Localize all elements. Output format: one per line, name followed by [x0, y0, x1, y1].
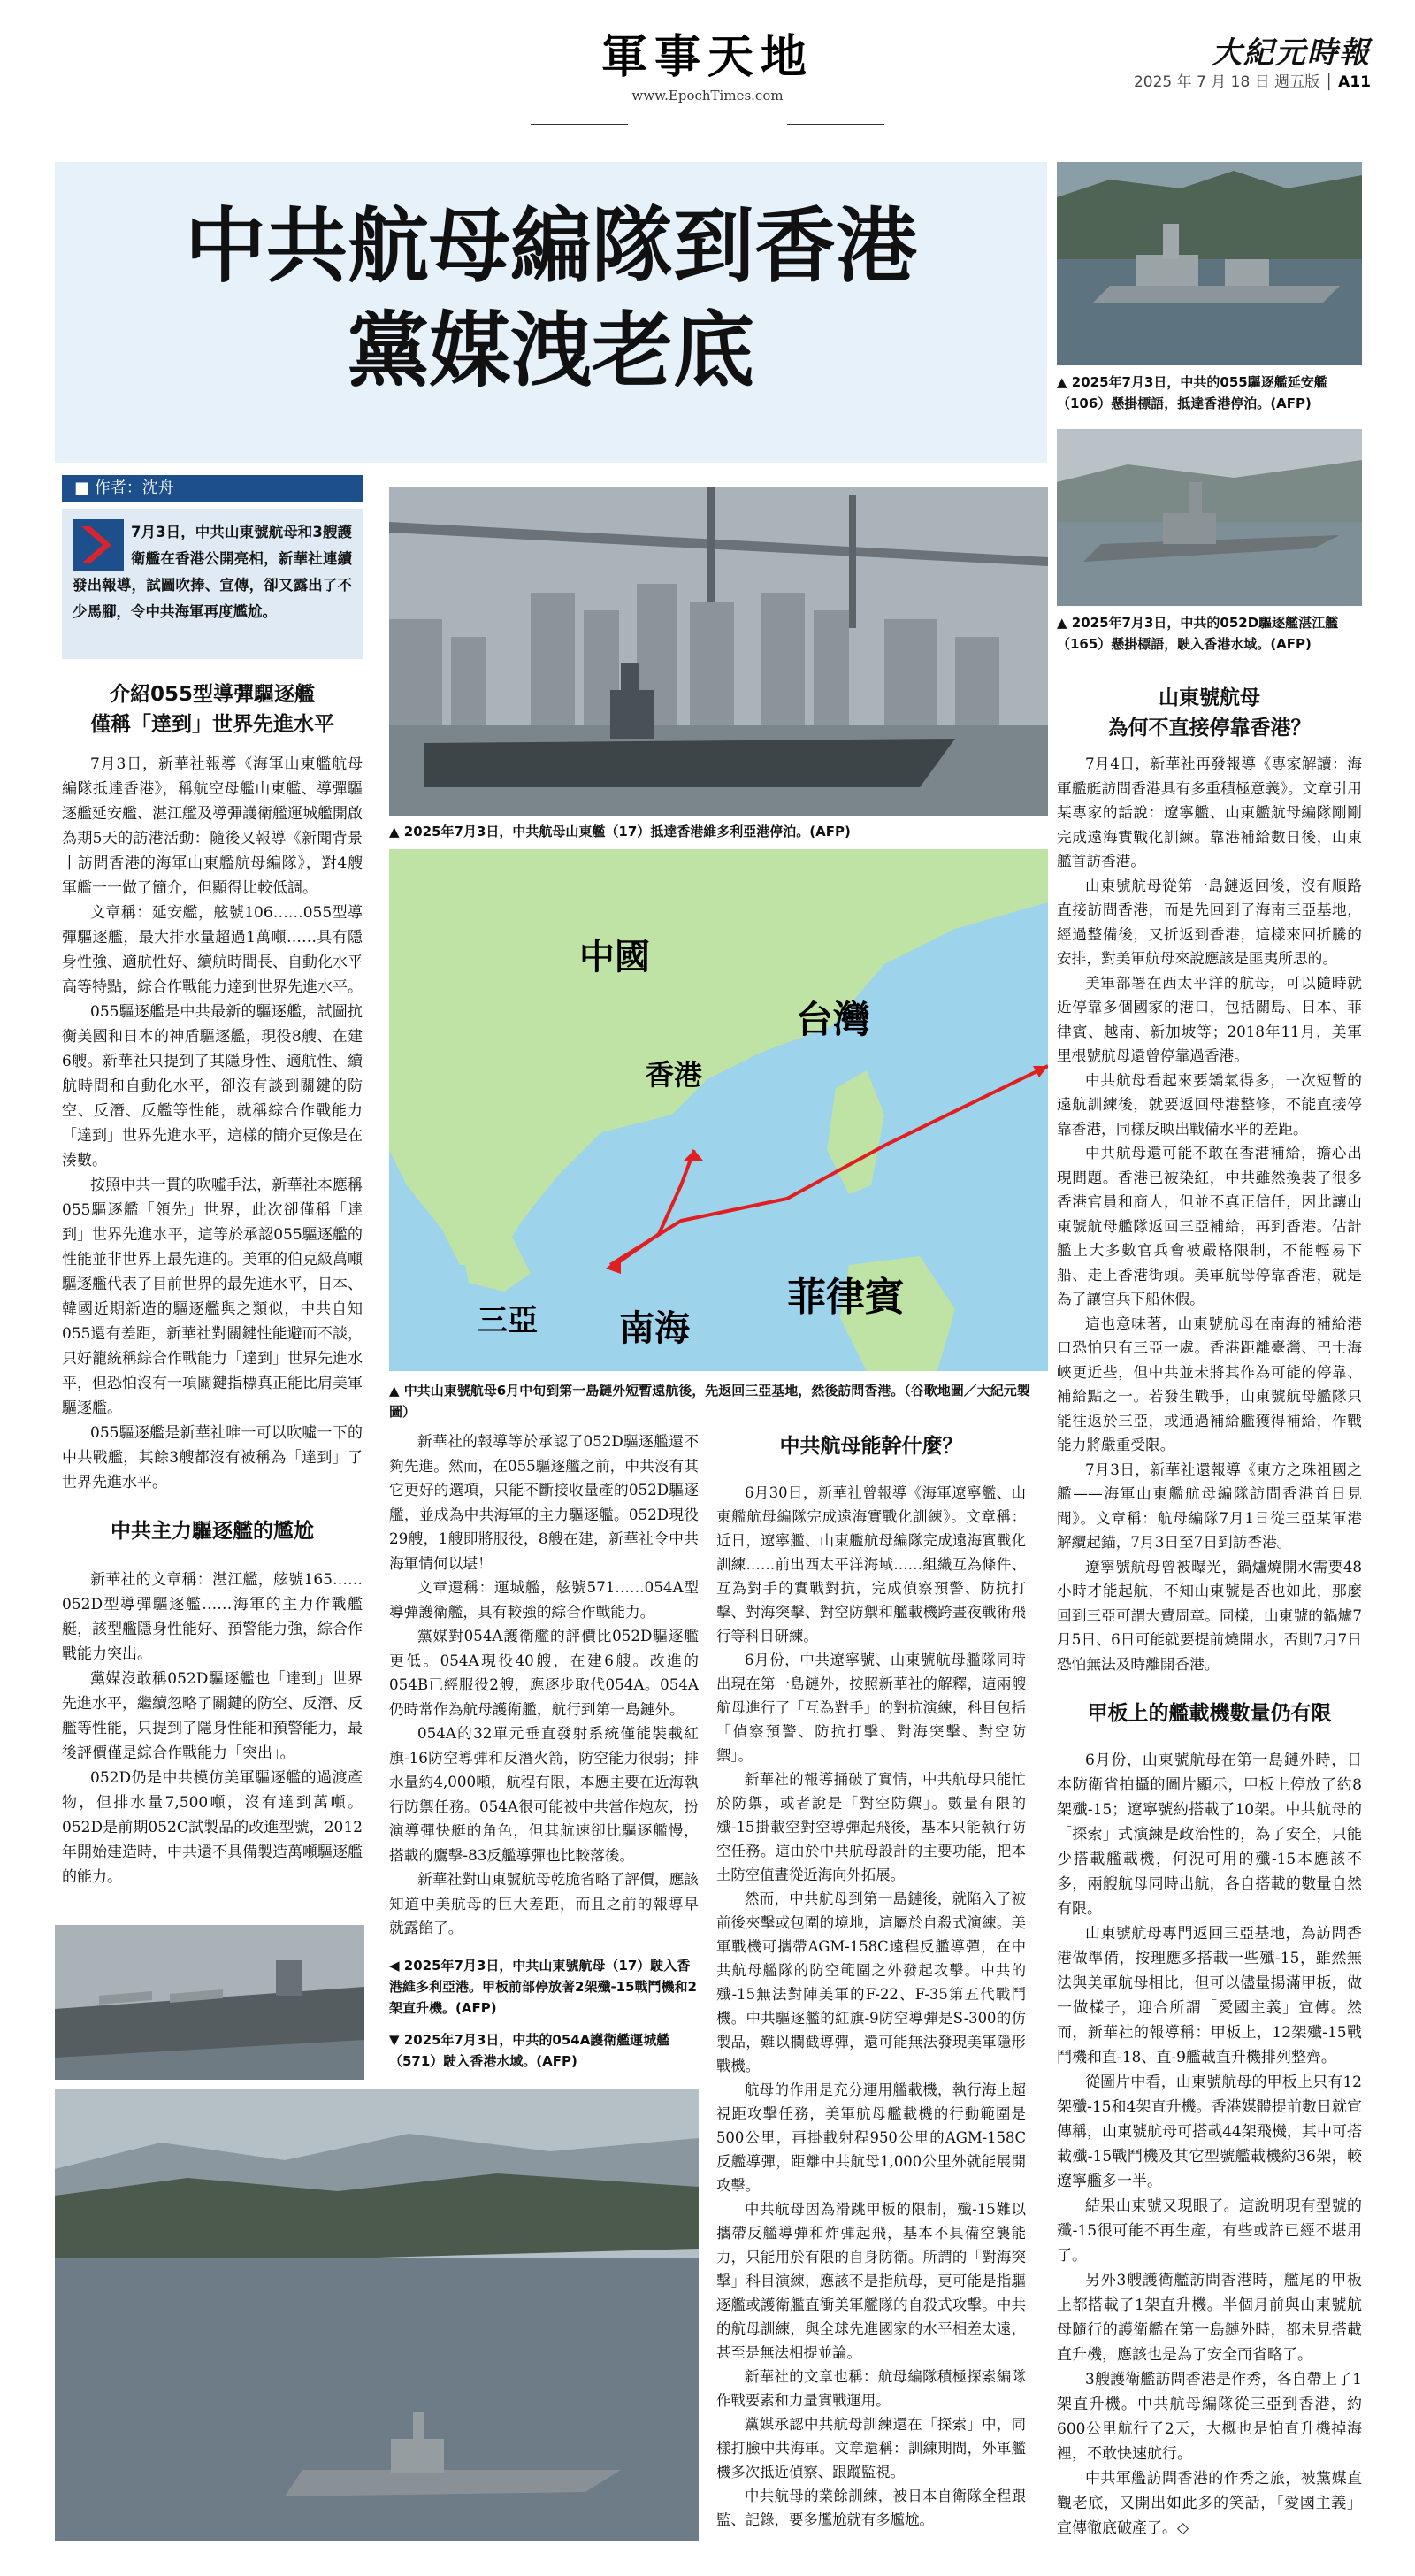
section-title: 軍事天地: [600, 31, 814, 84]
subhead-line: 山東號航母: [1159, 686, 1260, 709]
paragraph: 山東號航母從第一島鏈返回後，沒有順路直接訪問香港，而是先回到了海南三亞基地，經過整備後，又折返到香港，這樣來回折騰的安排，對美軍航母來說應該是匪夷所思的。: [1057, 876, 1362, 967]
paragraph: 另外3艘護衛艦訪問香港時，艦尾的甲板上都搭載了1架直升機。半個月前與山東號航母隨行的護衛艦在第一島鏈外時，都未見搭載直升機，應該也是為了安全而省略了。: [1057, 2272, 1362, 2364]
column-1-text-b: [62, 1568, 363, 1890]
section-header: [584, 19, 831, 104]
subhead-line: 為何不直接停靠香港？: [1107, 717, 1312, 740]
byline: ■ 作者：沈舟: [62, 475, 363, 502]
paragraph: 遼寧號航母曾被曝光，鍋爐燒開水需要48小時才能起航，不知山東號是否也如此，那麼回到三亞可謂大費周章。同樣，山東號的鍋爐7月5日、6日可能就要提前燒開水，否則7月7日恐怕無法及時離開香港。: [1057, 1557, 1362, 1673]
paragraph: 中共軍艦訪問香港的作秀之旅，被黨媒直觀老底，又開出如此多的笑話，「愛國主義」宣傳徹底破產了。◇: [1057, 2470, 1362, 2537]
paragraph: 黨媒對054A護衛艦的評價比052D驅逐艦更低。054A現役40艘，在建6艘。改進的054B已經服役2艘，應逐步取代054A。054A仍時常作為航母護衛艦，航行到第一島鏈外。: [389, 1627, 699, 1718]
paragraph: 7月3日，新華社報導《海軍山東艦航母編隊抵達香港》，稱航空母艦山東艦、導彈驅逐艦延安艦、湛江艦及導彈護衛艦運城艦開啟為期5天的訪港活動：隨後又報導《新聞背景丨訪問香港的海軍山東艦航母編隊》，對4艘軍艦一一做了簡介，但顯得比較低調。: [62, 755, 363, 897]
paragraph: 新華社的報導捅破了實情，中共航母只能忙於防禦，或者說是「對空防禦」。數量有限的殲-15掛載空對空導彈起飛後，基本只能執行防空任務。這由於中共航母設計的主要功能，把本土防空值晝從近海向外拓展。: [716, 1771, 1026, 1883]
paragraph: 然而，中共航母到第一島鏈後，就陷入了被前後夾擊或包圍的境地，這屬於自殺式演練。美軍戰機可攜帶AGM-158C遠程反艦導彈，在中共航母艦隊的防空範圍之外發起攻擊。中共的殲-15無法對陣美軍的F-22、F-35第五代戰鬥機。中共驅逐艦的紅旗-9防空導彈是S-300的仿製品，難以攔截導彈，還可能無法發現美軍隱形戰機。: [716, 1890, 1026, 2074]
map-label-south-china-sea: 南海: [619, 1308, 690, 1349]
site-url[interactable]: www.EpochTimes.com: [631, 88, 784, 104]
paragraph: 新華社的文章也稱：航母編隊積極探索編隊作戰要素和力量實戰運用。: [716, 2368, 1026, 2409]
paragraph: 美軍部署在西太平洋的航母，可以隨時就近停靠多個國家的港口，包括關島、日本、菲律賓、越南、新加坡等；2018年11月，美軍里根號航母還曾停靠過香港。: [1057, 973, 1362, 1064]
paragraph: 055驅逐艦是新華社唯一可以吹噓一下的中共戰艦，其餘3艘都沒有被稱為「達到」了世界先進水平。: [62, 1424, 363, 1491]
paragraph: 054A的32單元垂直發射系統僅能裝載紅旗-16防空導彈和反潛火箭，防空能力很弱；排水量約4,000噸，航程有限，本應主要在近海執行防禦任務。054A很可能被中共當作炮灰，扮演導彈快艇的角色，但其航速卻比驅逐艦慢，搭載的鷹擊-83反艦導彈也比較落後。: [389, 1724, 699, 1864]
paragraph: 052D仍是中共模仿美軍驅逐艦的過渡產物，但排水量7,500噸，沒有達到萬噸。052D是前期052C試製品的改進型號，2012年開始建造時，中共還不具備製造萬噸驅逐艦的能力。: [62, 1769, 363, 1886]
column-3-text: [716, 1481, 1026, 2532]
paragraph: 結果山東號又現眼了。這說明現有型號的殲-15很可能不再生產，有些或許已經不堪用了。: [1057, 2197, 1362, 2265]
paragraph: 6月份，中共遼寧號、山東號航母艦隊同時出現在第一島鏈外，按照新華社的解釋，這兩艘航母進行了「互為對手」的對抗演練，科目包括「偵察預警、防抗打擊、對海突擊、對空防禦」。: [716, 1652, 1026, 1764]
map-label-taiwan: 台灣: [796, 998, 871, 1041]
paragraph: 新華社的報導等於承認了052D驅逐艦還不夠先進。然而，在055驅逐艦之前，中共沒有其它更好的選項，只能不斷接收量產的052D驅逐艦，並成為中共海軍的主力驅逐艦。052D現役29艘，1艘即將服役，8艘在建，新華社令中共海軍情何以堪！: [389, 1432, 699, 1572]
subhead-aircraft: 甲板上的艦載機數量仍有限: [1087, 1702, 1332, 1725]
lead-arrow-icon: [73, 519, 124, 571]
map-label-sanya: 三亞: [478, 1303, 538, 1338]
map-label-hongkong: 香港: [646, 1058, 703, 1092]
caption-052d: ▲ 2025年7月3日，中共的052D驅逐艦湛江艦（165）懸掛標語，駛入香港水域。(AFP): [1057, 615, 1339, 652]
paragraph: 中共航母看起來要矯氣得多，一次短暫的遠航訓練後，就要返回母港整修，不能直接停靠香港，同樣反映出戰備水平的差距。: [1057, 1070, 1362, 1138]
paragraph: 新華社對山東號航母乾脆省略了評價，應該知道中美航母的巨大差距，而且之前的報導早就露餡了。: [389, 1870, 699, 1936]
destroyer-055-photo: [1057, 162, 1362, 365]
issue-date: 2025 年 7 月 18 日 週五版: [1133, 73, 1320, 91]
column-2-text: [389, 1430, 699, 1941]
paragraph: 航母的作用是充分運用艦載機，執行海上超視距攻擊任務，美軍航母艦載機的行動範圍是500公里，再掛載射程950公里的AGM-158C反艦導彈，距離中共航母1,000公里外就能展開攻擊。: [716, 2082, 1026, 2194]
paper-name: 大紀元時報: [1212, 35, 1371, 71]
paragraph: 7月4日，新華社再發報導《專家解讀：海軍艦艇訪問香港具有多重積極意義》。文章引用某專家的話說：遼寧艦、山東艦航母編隊剛剛完成遠海實戰化訓練。靠港補給數日後，山東艦首訪香港。: [1057, 755, 1362, 870]
paragraph: 6月30日，新華社曾報導《海軍遼寧艦、山東艦航母編隊完成遠海實戰化訓練》。文章稱：近日，遼寧艦、山東艦航母編隊完成遠海實戰化訓練……前出西太平洋海域……組織互為條件、互為對手的實戰對抗，完成偵察預警、防抗打擊、對海突擊、對空防禦和艦載機跨晝夜戰術飛行等科目研練。: [716, 1484, 1026, 1644]
subhead-carrier-role: 中共航母能幹什麼？: [779, 1435, 963, 1458]
map-label-china: 中國: [579, 937, 650, 978]
paragraph: 黨媒承認中共航母訓練還在「探索」中，同樣打臉中共海軍。文章還稱：訓練期間，外軍艦機多次抵近偵察、跟蹤監視。: [716, 2416, 1026, 2480]
caption-port: ▲ 2025年7月3日，中共航母山東艦（17）抵達香港維多利亞港停泊。(AFP): [389, 824, 851, 840]
divider: [787, 124, 884, 125]
page-number: A11: [1338, 73, 1371, 91]
headline-line-1: 中共航母編隊到香港: [184, 199, 917, 294]
paragraph: 文章稱：延安艦，舷號106……055型導彈驅逐艦，最大排水量超過1萬噸……具有隱身性強、適航性好、續航時間長、自動化水平高等特點，綜合作戰能力達到世界先進水平。: [62, 904, 363, 996]
column-4-text: [1057, 752, 1362, 1676]
paragraph: 中共航母因為滑跳甲板的限制，殲-15難以攜帶反艦導彈和炸彈起飛，基本不具備空襲能力，只能用於有限的自身防衛。所謂的「對海突擊」科目演練，應該不是指航母，更可能是指驅逐艦或護衛艦直衝美軍艦隊的自殺式攻擊。中共的航母訓練，與全球先進國家的水平相差太遠，甚至是無法相提並論。: [716, 2201, 1026, 2361]
paragraph: 7月3日，新華社還報導《東方之珠祖國之艦——海軍山東艦航母編隊訪問香港首日見聞》。文章稱：航母編隊7月1日從三亞某軍港解纜起錨，7月3日至7日到訪香港。: [1057, 1460, 1362, 1551]
paragraph: 這也意味著，山東號航母在南海的補給港口恐怕只有三亞一處。香港距離臺灣、巴士海峽更近些，但中共並未將其作為可能的停靠、補給點之一。若發生戰爭，山東號航母艦隊只能往返於三亞，或通過補給艦獲得補給，作戰能力將嚴重受限。: [1057, 1314, 1362, 1453]
subhead-055: [62, 679, 363, 740]
frigate-photo: [55, 2089, 699, 2541]
paragraph: 按照中共一貫的吹噓手法，新華社本應稱055驅逐艦「領先」世界，此次卻僅稱「達到」世界先進水平，這等於承認055驅逐艦的性能並非世界上最先進的。美軍的伯克級萬噸驅逐艦代表了目前世界的最先進水平，日本、韓國近期新造的驅逐艦與之類似，中共自知055還有差距，新華社對關鍵性能避而不談，只好籠統稱綜合作戰能力「達到」世界先進水平，但恐怕沒有一項關鍵指標真正能比肩美軍驅逐艦。: [62, 1177, 363, 1417]
route-map: [389, 849, 1048, 1371]
subhead-line: 介紹055型導彈驅逐艦: [109, 683, 315, 706]
paragraph: 新華社的文章稱：湛江艦，舷號165……052D型導彈驅逐艦……海軍的主力作戰艦艇，該型艦隱身性能好、預警能力強，綜合作戰能力突出。: [62, 1571, 363, 1663]
headline: [55, 195, 1047, 403]
lead-box: [62, 509, 363, 659]
carrier-deck-photo: [55, 1925, 364, 2080]
column-4-text-b: [1057, 1748, 1362, 2541]
paragraph: 黨媒沒敢稱052D驅逐艦也「達到」世界先進水平，繼續忽略了關鍵的防空、反潛、反艦等性能，只提到了隱身性能和預警能力，最後評價僅是綜合作戰能力「突出」。: [62, 1670, 363, 1762]
caption-055: ▲ 2025年7月3日，中共的055驅逐艦延安艦（106）懸掛標語，抵達香港停泊。(AFP): [1057, 374, 1327, 411]
paragraph: 中共航母還可能不敢在香港補給，擔心出現問題。香港已被染紅，中共雖然換裝了很多香港官員和商人，但並不真正信任，因此讓山東號航母艦隊返回三亞補給，再到香港。估計艦上大多數官兵會被嚴格限制，不能輕易下船、走上香港街頭。美軍航母停靠香港，就是為了讓官兵下船休假。: [1057, 1144, 1362, 1307]
paragraph: 055驅逐艦是中共最新的驅逐艦，試圖抗衡美國和日本的神盾驅逐艦，現役8艘、在建6艘。新華社只提到了其隱身性、適航性、續航時間和自動化水平，卻沒有談到關鍵的防空、反潛、反艦等性能，就稱綜合作戰能力「達到」世界先進水平，這樣的簡介更像是在湊數。: [62, 1003, 363, 1169]
paragraph: 山東號航母專門返回三亞基地，為訪問香港做準備，按理應多搭載一些殲-15，雖然無法與美軍航母相比，但可以儘量揚滿甲板，做一做樣子，迎合所謂「愛國主義」宣傳。然而，新華社的報導稱：甲板上，12架殲-15戰鬥機和直-18、直-9艦載直升機排列整齊。: [1057, 1925, 1362, 2066]
caption-map: ▲ 中共山東號航母6月中旬到第一島鏈外短暫遠航後，先返回三亞基地，然後訪問香港。（谷歌地圖／大紀元製圖）: [389, 1383, 1030, 1420]
column-1-text: [62, 752, 363, 1495]
caption-frigate: ▼ 2025年7月3日，中共的054A護衛艦運城艦（571）駛入香港水域。(AFP): [389, 2032, 670, 2069]
paragraph: 3艘護衛艦訪問香港是作秀，各自帶上了1架直升機。中共航母編隊從三亞到香港，約600公里航行了2天，大概也是怕直升機掉海裡，不敢快速航行。: [1057, 2371, 1362, 2463]
paragraph: 文章還稱：運城艦，舷號571……054A型導彈護衛艦，具有較強的綜合作戰能力。: [389, 1578, 699, 1621]
lead-paragraph: 7月3日，中共山東號航母和3艘護衛艦在香港公開亮相，新華社連續發出報導，試圖吹捧、宣傳，卻又露出了不少馬腳，令中共海軍再度尷尬。: [73, 519, 352, 625]
paragraph: 6月份，山東號航母在第一島鏈外時，日本防衛省拍攝的圖片顯示，甲板上停放了約8架殲-15；遼寧號約搭載了10架。中共航母的「探索」式演練是政治性的，為了安全，只能少搭載艦載機，何況可用的殲-15本應該不多，兩艘航母同時出航，各自搭載的數量自然有限。: [1057, 1752, 1362, 1918]
destroyer-052d-photo: [1057, 429, 1362, 606]
headline-line-2: 黨媒洩老底: [347, 303, 754, 398]
subhead-line: 僅稱「達到」世界先進水平: [90, 713, 334, 736]
paragraph: 從圖片中看，山東號航母的甲板上只有12架殲-15和4架直升機。香港媒體提前數日就宣傳稱，山東號航母可搭載44架飛機，其中可搭載殲-15戰鬥機及其它型號艦載機約36架，較遼寧艦多一半。: [1057, 2074, 1362, 2190]
divider: [531, 124, 628, 125]
issue-line: 2025 年 7 月 18 日 週五版 │ A11: [1133, 73, 1371, 91]
paragraph: 中共航母的業餘訓練，被日本自衛隊全程跟監、記錄，要多尷尬就有多尷尬。: [716, 2488, 1026, 2528]
map-label-philippines: 菲律賓: [787, 1275, 904, 1320]
subhead-shandong: [1057, 683, 1362, 743]
caption-deck: ◀ 2025年7月3日，中共山東號航母（17）駛入香港維多利亞港。甲板前部停放著2架殲-15戰鬥機和2架直升機。(AFP): [389, 1958, 697, 2016]
carrier-port-photo: [389, 487, 1048, 816]
subhead-destroyer: 中共主力驅逐艦的尷尬: [111, 1520, 314, 1543]
